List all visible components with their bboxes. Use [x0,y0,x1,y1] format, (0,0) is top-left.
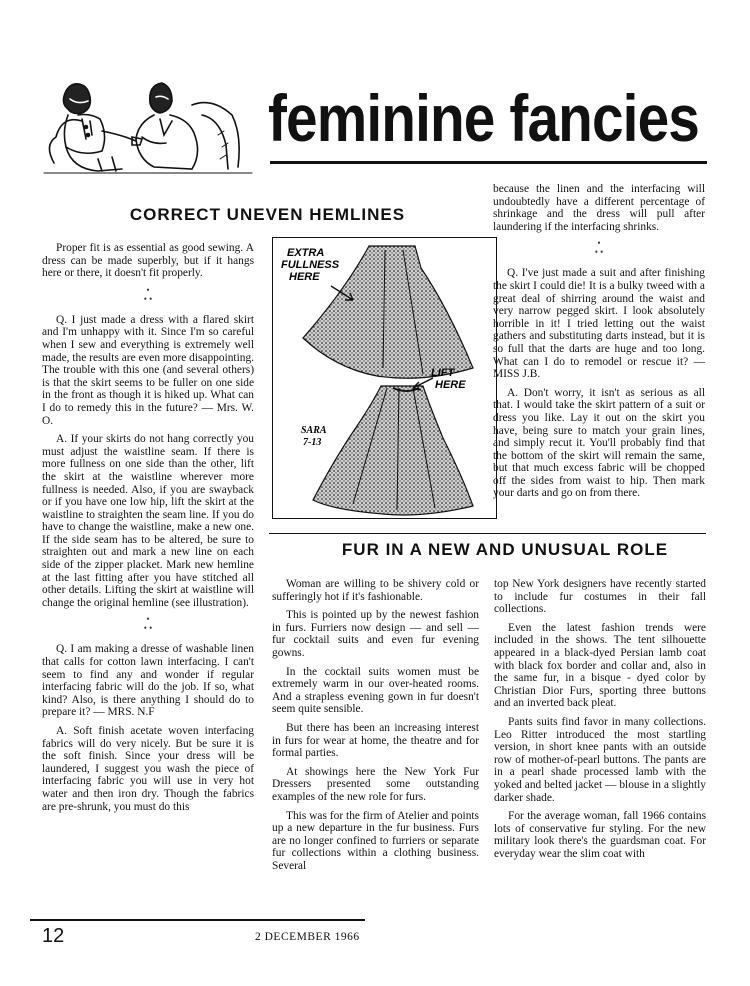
article2-paragraph: For the average woman, fall 1966 contains lots of conservative fur styling. For the new military look there's the guardsman coat. For everyday wear the slim coat with [494,810,706,860]
article1-paragraph: because the linen and the interfacing will undoubtedly have a different percentage of shrinkage and the dress will pull after laundering if the interfacing shrinks. [493,183,705,233]
article2-column-2 [494,578,706,866]
skirt-illustration [272,237,497,519]
masthead-title: feminine fancies [268,81,700,155]
artist-signature-date: 7-13 [303,437,322,448]
article1-paragraph: Q. I am making a dresse of washable linen that calls for cotton lawn interfacing. I can't seem to find any and wonder if regular interfacing fabric will do the job. If so, what kind? Also, is there anything I should do to prepare it? — MRS. N.F [42,643,254,719]
article2-paragraph: This is pointed up by the newest fashion in furs. Furriers now design — and sell — fur cocktail suits and even fur evening gowns. [272,609,479,659]
page-number: 12 [42,925,65,947]
article2-paragraph: Pants suits find favor in many collections. Leo Ritter introduced the most startling version, in short knee pants with an outside row of mother-of-pearl buttons. The pants are in a pearl shade processed lamb with the yoked and belted jacket — blouse in a slightly darker shade. [494,715,706,804]
issue-date: 2 DECEMBER 1966 [255,931,360,943]
article1-paragraph: A. Don't worry, it isn't as serious as all that. I would take the skirt pattern of a suit or dress you like. Lay it out on the skirt you have, being sure to match your grain lines, and simply recut it. You'll probably find that the bottom of the skirt will remain the same, but that much excess fabric will be chopped off the sides from waist to hip. Then mark your darts and go on from there. [493,386,705,500]
article1-paragraph: Q. I've just made a suit and after finishing the skirt I could die! It is a bulky tweed with a great deal of shirring around the waist and very narrow pegged skirt. I look absolutely horrible in it! I tried letting out the waist gathers and substituting darts instead, but it is so full that the darts are huge and too long. What can I do to remodel or rescue it? — MISS J.B. [493,267,705,381]
label-lift: LIFT [431,367,455,379]
article1-paragraph: A. Soft finish acetate woven interfacing fabrics will do very nicely. But be sure it is the soft finish. Since your dress will be laundered, I suggest you wash the piece of interfacing fabric you will use in very hot water and then iron dry. Though the fabrics are pre-shrunk, you must do this [42,725,254,813]
header-cartoon-illustration [42,75,254,179]
label-lift-here: HERE [435,379,466,391]
article2-paragraph: At showings here the New York Fur Dressers presented some outstanding examples of the new role for furs. [272,765,479,803]
section-ornament: • • • [143,284,153,304]
artist-signature: SARA [301,425,327,436]
label-here: HERE [289,271,320,283]
section-divider [269,533,706,534]
article2-heading: FUR IN A NEW AND UNUSUAL ROLE [341,540,669,559]
lower-skirt-shape [313,386,473,515]
label-fullness: FULLNESS [281,259,340,271]
section-ornament: • • • [594,238,604,258]
footer-rule [30,919,365,921]
article2-paragraph: top New York designers have recently started to include fur costumes in their fall collections. [494,578,706,616]
article2-paragraph: Even the latest fashion trends were included in the shows. The tent silhouette appeared in a black-dyed Persian lamb coat with black fox border and collar and, also in the same fur, in a bisque - dyed color by Christian Dior Furs, sporting three buttons and an inverted back pleat. [494,621,706,710]
article1-paragraph: Proper fit is as essential as good sewing. A dress can be made superbly, but if it hangs here or there, it doesn't fit properly. [42,242,254,280]
article2-paragraph: In the cocktail suits women must be extremely warm in our over-heated rooms. And a strapless evening gown in fur doesn't seem quite sensible. [272,665,479,716]
masthead-rule [270,161,707,164]
article1-heading: CORRECT UNEVEN HEMLINES [129,205,406,224]
article2-paragraph: But there has been an increasing interest in furs for wear at home, the theatre and for formal parties. [272,721,479,760]
article1-column-1 [42,242,254,819]
article1-paragraph: Q. I just made a dress with a flared skirt and I'm unhappy with it. Since I'm so careful when I sew and everything is extremely well made, the results are even more disappointing. The trouble with this one (and several others) is that the skirt seems to be fuller on one side in the front as though it is hiked up. What can I do to remedy this in the future? — Mrs. W. O. [42,313,254,427]
article1-paragraph: A. If your skirts do not hang correctly you must adjust the waistline seam. If there is more fullness on one side than the other, lift the skirt at the waistline wherever more fullness is needed. Also, if you are swayback or if you have one low hip, lift the skirt at the waistline to straighten the seam line. If you do have to change the waistline, make a new one. If the side seam has to be altered, be sure to straighten out and mark a new line on each side of the zipper placket. Mark new hemline at the last fitting after you have stitched all other details. Lifting the skirt at waistline will change the original hemline (see illustration). [42,433,254,609]
section-ornament: • • • [143,614,153,634]
article2-paragraph: This was for the firm of Atelier and points up a new departure in the fur business. Furs are no longer confined to furriers or separate fur collections within a clothing business. Several [272,809,479,872]
label-extra: EXTRA [287,247,325,259]
article2-paragraph: Woman are willing to be shivery cold or sufferingly hot if it's fashionable. [272,578,479,603]
article2-column-1 [272,578,479,878]
article1-column-2 [493,183,705,506]
